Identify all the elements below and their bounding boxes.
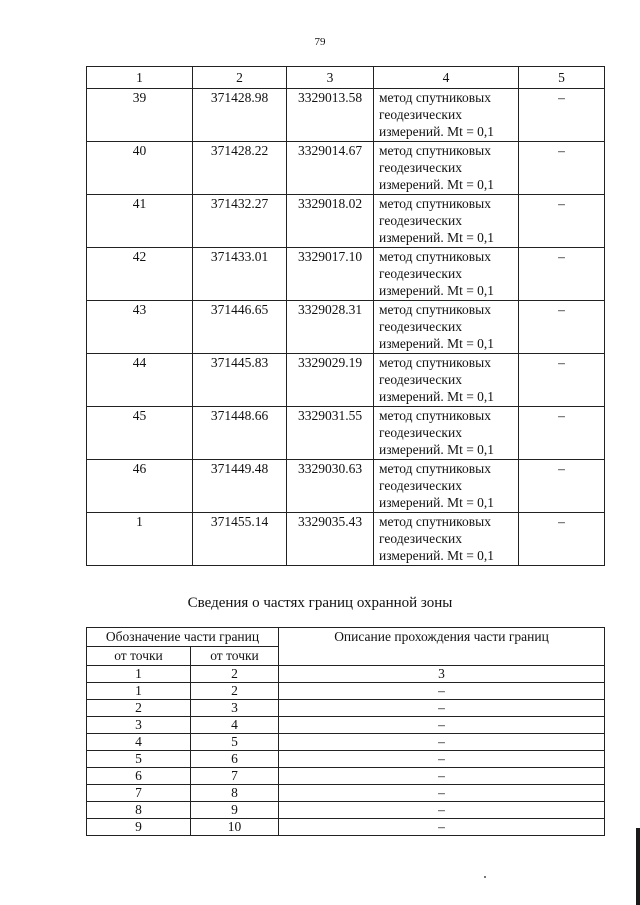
description-cell: –	[279, 683, 605, 700]
method-line: измерений. Mt = 0,1	[379, 389, 495, 405]
note-cell: –	[519, 513, 605, 566]
header-cell: 5	[519, 67, 605, 89]
description-cell: –	[279, 819, 605, 836]
y-coordinate-cell: 3329030.63	[287, 460, 374, 513]
description-cell: –	[279, 802, 605, 819]
method-cell	[374, 407, 519, 460]
x-coordinate-cell: 371448.66	[193, 407, 287, 460]
table-row	[87, 89, 605, 142]
table-row	[87, 407, 605, 460]
method-line: геодезических	[379, 160, 462, 176]
to-point-cell: 10	[191, 819, 279, 836]
table-row	[87, 802, 605, 819]
y-coordinate-cell: 3329018.02	[287, 195, 374, 248]
y-coordinate-cell: 3329028.31	[287, 301, 374, 354]
scan-speck	[484, 876, 486, 878]
header-cell: 4	[374, 67, 519, 89]
table-row	[87, 819, 605, 836]
to-point-cell: 9	[191, 802, 279, 819]
point-number-cell: 41	[87, 195, 193, 248]
method-cell	[374, 460, 519, 513]
y-coordinate-cell: 3329029.19	[287, 354, 374, 407]
to-point-cell: 2	[191, 683, 279, 700]
x-coordinate-cell: 371446.65	[193, 301, 287, 354]
section-title: Сведения о частях границ охранной зоны	[187, 595, 453, 611]
x-coordinate-cell: 371445.83	[193, 354, 287, 407]
method-line: метод спутниковых	[379, 461, 491, 476]
from-point-cell: 6	[87, 768, 191, 785]
to-point-cell: 4	[191, 717, 279, 734]
coordinates-header-row	[87, 67, 605, 89]
method-line: метод спутниковых	[379, 408, 491, 423]
method-line: геодезических	[379, 478, 462, 494]
method-line: измерений. Mt = 0,1	[379, 495, 495, 511]
note-cell: –	[519, 301, 605, 354]
table-row	[87, 248, 605, 301]
from-point-cell: 3	[87, 717, 191, 734]
index-cell: 3	[279, 666, 605, 683]
to-point-cell: 6	[191, 751, 279, 768]
description-cell: –	[279, 717, 605, 734]
to-point-cell: 3	[191, 700, 279, 717]
from-point-cell: 8	[87, 802, 191, 819]
method-line: геодезических	[379, 266, 462, 282]
to-point-cell: 5	[191, 734, 279, 751]
method-cell	[374, 89, 519, 142]
table-row	[87, 301, 605, 354]
header-cell: 2	[193, 67, 287, 89]
scan-edge-shadow	[636, 828, 640, 905]
note-cell: –	[519, 248, 605, 301]
x-coordinate-cell: 371449.48	[193, 460, 287, 513]
method-line: метод спутниковых	[379, 514, 491, 529]
table-row	[87, 700, 605, 717]
method-line: метод спутниковых	[379, 249, 491, 264]
from-point-cell: 4	[87, 734, 191, 751]
method-line: геодезических	[379, 425, 462, 441]
note-cell: –	[519, 89, 605, 142]
y-coordinate-cell: 3329035.43	[287, 513, 374, 566]
boundary-parts-table	[86, 627, 605, 836]
y-coordinate-cell: 3329013.58	[287, 89, 374, 142]
point-number-cell: 39	[87, 89, 193, 142]
from-point-cell: 9	[87, 819, 191, 836]
note-cell: –	[519, 195, 605, 248]
method-line: геодезических	[379, 213, 462, 229]
header-cell: 3	[287, 67, 374, 89]
description-header: Описание прохождения части границ	[279, 628, 605, 666]
method-line: измерений. Mt = 0,1	[379, 124, 495, 140]
x-coordinate-cell: 371433.01	[193, 248, 287, 301]
x-coordinate-cell: 371432.27	[193, 195, 287, 248]
method-line: геодезических	[379, 319, 462, 335]
to-point-cell: 7	[191, 768, 279, 785]
method-cell	[374, 301, 519, 354]
table-row	[87, 734, 605, 751]
description-cell: –	[279, 768, 605, 785]
from-point-cell: 7	[87, 785, 191, 802]
to-point-cell: 8	[191, 785, 279, 802]
note-cell: –	[519, 407, 605, 460]
method-line: геодезических	[379, 531, 462, 547]
method-line: измерений. Mt = 0,1	[379, 336, 495, 352]
description-cell: –	[279, 700, 605, 717]
to-point-header: от точки	[191, 647, 279, 666]
description-cell: –	[279, 751, 605, 768]
table-row	[87, 717, 605, 734]
table-row	[87, 785, 605, 802]
table-row	[87, 142, 605, 195]
note-cell: –	[519, 142, 605, 195]
method-line: метод спутниковых	[379, 196, 491, 211]
note-cell: –	[519, 460, 605, 513]
point-number-cell: 46	[87, 460, 193, 513]
x-coordinate-cell: 371455.14	[193, 513, 287, 566]
from-point-header: от точки	[87, 647, 191, 666]
y-coordinate-cell: 3329014.67	[287, 142, 374, 195]
method-cell	[374, 513, 519, 566]
table-row	[87, 195, 605, 248]
method-line: измерений. Mt = 0,1	[379, 283, 495, 299]
method-line: метод спутниковых	[379, 355, 491, 370]
index-cell: 1	[87, 666, 191, 683]
index-cell: 2	[191, 666, 279, 683]
point-number-cell: 42	[87, 248, 193, 301]
point-number-cell: 1	[87, 513, 193, 566]
method-line: метод спутниковых	[379, 302, 491, 317]
description-cell: –	[279, 734, 605, 751]
method-line: измерений. Mt = 0,1	[379, 177, 495, 193]
method-cell	[374, 354, 519, 407]
method-line: метод спутниковых	[379, 90, 491, 105]
x-coordinate-cell: 371428.22	[193, 142, 287, 195]
point-number-cell: 45	[87, 407, 193, 460]
group-header: Обозначение части границ	[87, 628, 279, 647]
from-point-cell: 1	[87, 683, 191, 700]
point-number-cell: 44	[87, 354, 193, 407]
point-number-cell: 40	[87, 142, 193, 195]
method-line: измерений. Mt = 0,1	[379, 442, 495, 458]
method-line: геодезических	[379, 107, 462, 123]
from-point-cell: 2	[87, 700, 191, 717]
boundary-header-row	[87, 628, 605, 647]
method-cell	[374, 195, 519, 248]
description-cell: –	[279, 785, 605, 802]
page-number: 79	[314, 36, 326, 48]
coordinates-table	[86, 66, 605, 566]
method-cell	[374, 142, 519, 195]
method-cell	[374, 248, 519, 301]
method-line: измерений. Mt = 0,1	[379, 230, 495, 246]
method-line: метод спутниковых	[379, 143, 491, 158]
table-row	[87, 683, 605, 700]
header-cell: 1	[87, 67, 193, 89]
point-number-cell: 43	[87, 301, 193, 354]
table-row	[87, 513, 605, 566]
y-coordinate-cell: 3329031.55	[287, 407, 374, 460]
table-row	[87, 751, 605, 768]
y-coordinate-cell: 3329017.10	[287, 248, 374, 301]
method-line: геодезических	[379, 372, 462, 388]
boundary-index-row	[87, 666, 605, 683]
table-row	[87, 460, 605, 513]
note-cell: –	[519, 354, 605, 407]
from-point-cell: 5	[87, 751, 191, 768]
table-row	[87, 768, 605, 785]
x-coordinate-cell: 371428.98	[193, 89, 287, 142]
table-row	[87, 354, 605, 407]
method-line: измерений. Mt = 0,1	[379, 548, 495, 564]
